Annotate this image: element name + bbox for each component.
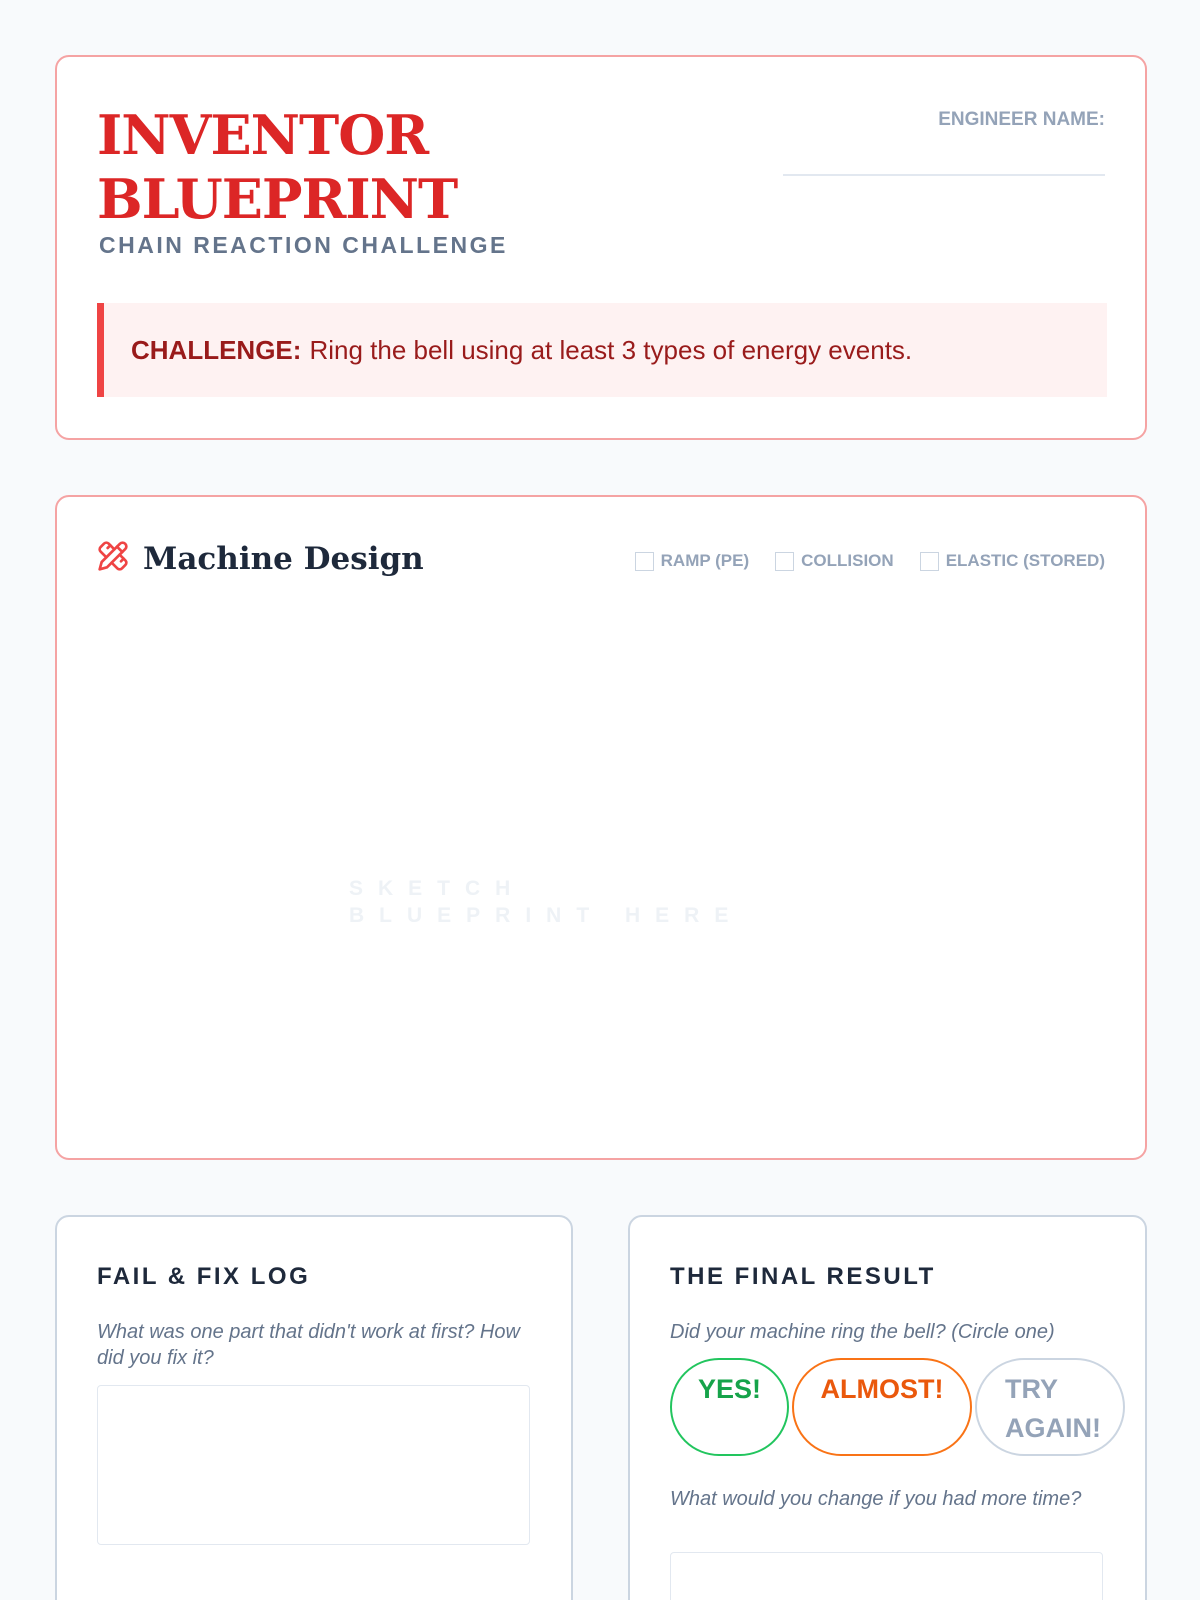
challenge-text: Ring the bell using at least 3 types of energy events.: [309, 334, 913, 365]
fail-fix-prompt: What was one part that didn't work at first? How did you fix it?: [97, 1321, 520, 1369]
check-ramp[interactable]: [635, 551, 749, 571]
fail-fix-log-card: [55, 1215, 573, 1600]
change-answer-box[interactable]: [670, 1552, 1103, 1600]
final-result-title: THE FINAL RESULT: [670, 1263, 936, 1290]
checkbox[interactable]: [635, 552, 654, 571]
sketch-area-hint[interactable]: SKETCH BLUEPRINT HERE: [349, 877, 744, 927]
change-prompt: What would you change if you had more time?: [670, 1488, 1082, 1510]
option-yes[interactable]: YES!: [670, 1358, 789, 1456]
check-collision[interactable]: [775, 551, 894, 571]
check-label: COLLISION: [801, 551, 894, 570]
check-elastic[interactable]: [920, 551, 1105, 571]
header-card: [55, 55, 1147, 440]
challenge-banner: [97, 303, 1107, 397]
pencil-ruler-icon: [97, 540, 129, 577]
machine-design-card: [55, 495, 1147, 1160]
machine-design-title: Machine Design: [143, 540, 424, 577]
page-title: [97, 103, 457, 231]
final-result-prompt: Did your machine ring the bell? (Circle one): [670, 1321, 1055, 1343]
fail-fix-title: FAIL & FIX LOG: [97, 1263, 311, 1290]
option-almost[interactable]: ALMOST!: [792, 1358, 972, 1456]
final-result-card: [628, 1215, 1147, 1600]
energy-checklist: [635, 551, 1105, 571]
checkbox[interactable]: [920, 552, 939, 571]
title-line-1: INVENTOR: [97, 103, 429, 167]
option-try-again[interactable]: TRY AGAIN!: [975, 1358, 1125, 1456]
page-subtitle: CHAIN REACTION CHALLENGE: [99, 232, 508, 258]
challenge-label: CHALLENGE:: [131, 334, 302, 365]
check-label: ELASTIC (STORED): [945, 551, 1105, 570]
title-line-2: BLUEPRINT: [97, 167, 458, 231]
checkbox[interactable]: [775, 552, 794, 571]
machine-design-header: [97, 540, 424, 577]
engineer-name-label: ENGINEER NAME:: [938, 109, 1105, 130]
fail-fix-answer-box[interactable]: [97, 1385, 530, 1545]
engineer-name-field[interactable]: [783, 174, 1105, 176]
check-label: RAMP (PE): [660, 551, 750, 570]
